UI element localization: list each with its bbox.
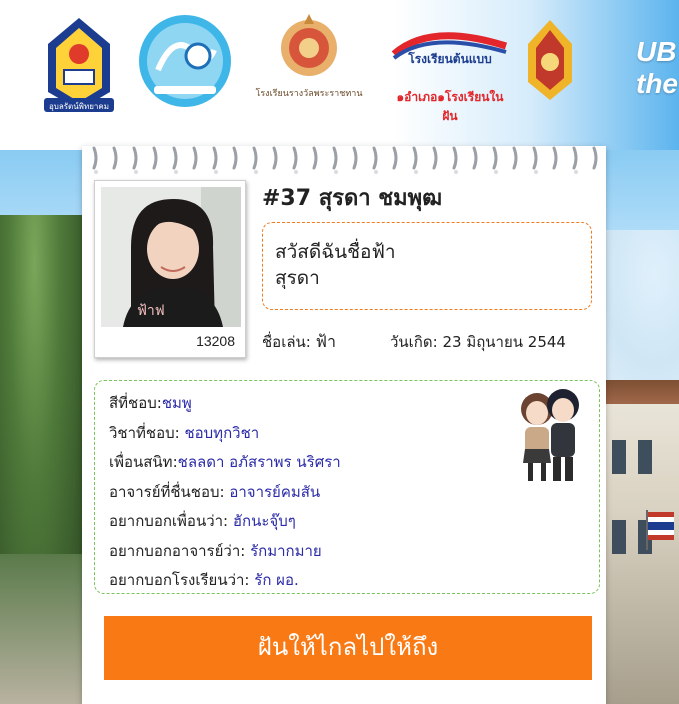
brand-text bbox=[636, 36, 678, 100]
profile-card bbox=[82, 146, 606, 704]
spiral-binding-icon bbox=[82, 146, 606, 176]
greeting-line-2: สุรดา bbox=[275, 267, 320, 289]
brand-line-1: UB bbox=[636, 36, 677, 67]
info-value: อาจารย์คมสัน bbox=[229, 482, 321, 501]
nickname-field bbox=[262, 330, 336, 355]
model-school-line2: ๑อำเภอ๑โรงเรียนในฝัน bbox=[396, 90, 504, 123]
header-banner bbox=[0, 0, 679, 150]
info-row-favorite-teacher bbox=[109, 478, 585, 508]
anniversary-logo bbox=[134, 12, 236, 110]
dream-cta-button[interactable]: ฝันให้ไกลไปให้ถึง bbox=[104, 616, 592, 680]
info-row-message-friends bbox=[109, 507, 585, 537]
building-window bbox=[612, 520, 626, 554]
info-row-message-school bbox=[109, 566, 585, 596]
birthday-label: วันเกิด: bbox=[390, 333, 438, 351]
tree-scenery bbox=[0, 215, 86, 704]
profile-photo-frame bbox=[94, 180, 246, 358]
info-label: อยากบอกโรงเรียนว่า: bbox=[109, 571, 250, 589]
model-school-logo bbox=[390, 28, 510, 123]
school-emblem-caption: อุบลรัตน์พิทยาคม bbox=[48, 102, 110, 111]
info-label: เพื่อนสนิท: bbox=[109, 453, 178, 471]
info-row-favorite-color bbox=[109, 389, 585, 419]
sky-scenery bbox=[596, 230, 679, 380]
info-label: สีที่ชอบ: bbox=[109, 394, 162, 412]
school-emblem-logo bbox=[40, 14, 118, 118]
school-building-scenery bbox=[602, 380, 679, 704]
model-school-line1: โรงเรียนต้นแบบ bbox=[408, 52, 492, 66]
shirt-print-icon: ฟ้าฟ bbox=[137, 303, 165, 319]
info-value: ชมพู bbox=[161, 394, 192, 412]
info-value: ชอบทุกวิชา bbox=[184, 423, 260, 442]
info-row-best-friends bbox=[109, 448, 585, 478]
info-value: ฮักนะจุ๊บๆ bbox=[232, 512, 296, 530]
chibi-couple-icon bbox=[515, 387, 585, 487]
royal-award-caption: โรงเรียนรางวัลพระราชทาน bbox=[255, 89, 363, 99]
greeting-box bbox=[262, 222, 592, 310]
nickname-value: ฟ้า bbox=[315, 332, 336, 351]
info-label: อยากบอกเพื่อนว่า: bbox=[109, 512, 229, 530]
royal-award-logo bbox=[250, 12, 368, 112]
brand-line-2: the bbox=[636, 68, 678, 99]
student-name: #37 สุรดา ชมพุฒ bbox=[262, 186, 443, 211]
student-id: 13208 bbox=[196, 333, 235, 349]
building-roof bbox=[602, 380, 679, 404]
building-window bbox=[638, 440, 652, 474]
info-label: อาจารย์ที่ชื่นชอบ: bbox=[109, 482, 225, 501]
info-row-message-teachers bbox=[109, 537, 585, 567]
info-label: วิชาที่ชอบ: bbox=[109, 423, 180, 442]
info-value: รักมากมาย bbox=[250, 541, 322, 560]
info-row-favorite-subject bbox=[109, 419, 585, 449]
profile-photo[interactable] bbox=[101, 187, 241, 327]
info-label: อยากบอกอาจารย์ว่า: bbox=[109, 541, 246, 560]
info-box bbox=[94, 380, 600, 594]
building-window bbox=[612, 440, 626, 474]
birthday-value: 23 มิถุนายน 2544 bbox=[442, 333, 566, 351]
info-value: ชลลดา อภัสราพร นริศรา bbox=[177, 453, 341, 471]
birthday-field bbox=[390, 330, 566, 354]
ministry-logo bbox=[520, 18, 580, 102]
flag-icon bbox=[646, 510, 676, 550]
info-value: รัก ผอ. bbox=[254, 571, 299, 589]
nickname-label: ชื่อเล่น: bbox=[262, 333, 311, 351]
greeting-line-1: สวัสดีฉันชื่อฟ้า bbox=[275, 241, 396, 263]
